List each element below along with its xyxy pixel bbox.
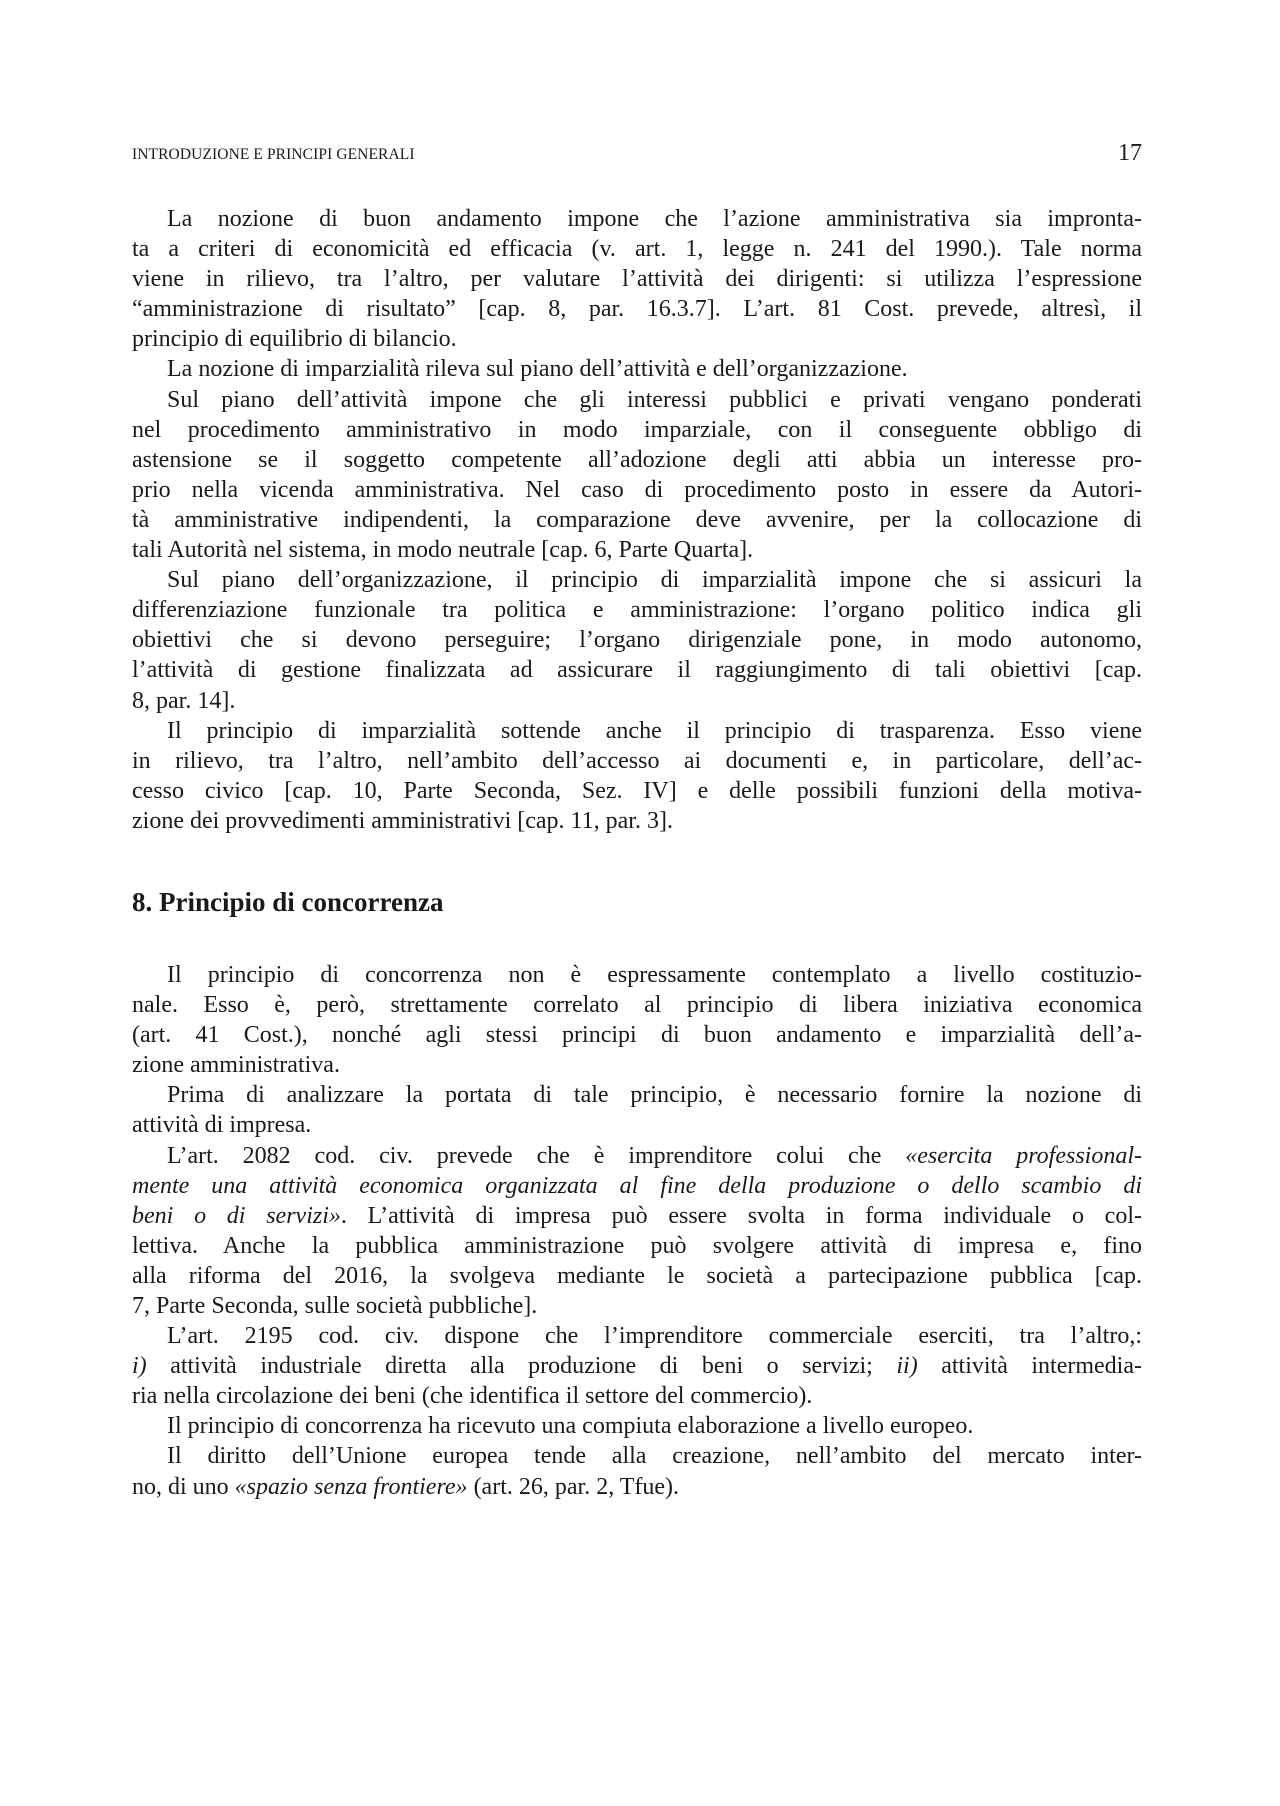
text-line: nale. Esso è, però, strettamente correlato al principio di libera iniziativa economica <box>132 992 1142 1019</box>
text-line: prio nella vicenda amministrativa. Nel caso di procedimento posto in essere da Autori- <box>132 476 1142 503</box>
text-span: attività intermedia- <box>917 1353 1142 1380</box>
list-marker: ii) <box>896 1353 918 1380</box>
text-line: astensione se il soggetto competente all’adozione degli atti abbia un interesse pro- <box>132 446 1142 473</box>
text-line <box>132 1141 1142 1171</box>
text-line: La nozione di buon andamento impone che l’azione amministrativa sia impronta- <box>167 206 1142 232</box>
text-line: lettiva. Anche la pubblica amministrazione può svolgere attività di impresa e, fino <box>132 1232 1142 1259</box>
text-span: . L’attività di impresa può essere svolta in forma individuale o col- <box>340 1202 1142 1229</box>
text-line: Sul piano dell’attività impone che gli interessi pubblici e privati vengano ponderati <box>167 386 1142 413</box>
text-line: tali Autorità nel sistema, in modo neutrale [cap. 6, Parte Quarta]. <box>132 537 754 564</box>
text-line: Sul piano dell’organizzazione, il principio di imparzialità impone che si assicuri la <box>167 567 1142 594</box>
quote-italic: beni o di servizi» <box>132 1202 341 1229</box>
text-line: in rilievo, tra l’altro, nell’ambito dell’accesso ai documenti e, in particolare, dell’ac- <box>132 747 1142 774</box>
text-line: nel procedimento amministrativo in modo imparziale, con il conseguente obbligo di <box>132 416 1142 443</box>
paragraph <box>132 716 1142 836</box>
page-body <box>132 204 1142 1502</box>
text-line: attività di impresa. <box>132 1112 312 1139</box>
text-line: cesso civico [cap. 10, Parte Seconda, Sez. IV] e delle possibili funzioni della motiva- <box>132 777 1142 804</box>
text-span: L’art. 2082 cod. civ. prevede che è imprenditore colui che <box>167 1142 906 1169</box>
text-line: Il diritto dell’Unione europea tende alla creazione, nell’ambito del mercato inter- <box>167 1443 1142 1470</box>
section-7-continuation <box>132 204 1142 836</box>
text-line: “amministrazione di risultato” [cap. 8, par. 16.3.7]. L’art. 81 Cost. prevede, altresì, il <box>132 296 1142 323</box>
text-line: zione dei provvedimenti amministrativi [cap. 11, par. 3]. <box>132 807 673 834</box>
text-line: tà amministrative indipendenti, la comparazione deve avvenire, per la collocazione di <box>132 506 1142 533</box>
paragraph <box>132 1441 1142 1501</box>
text-span: no, di uno <box>132 1473 235 1500</box>
text-line: Prima di analizzare la portata di tale principio, è necessario fornire la nozione di <box>167 1082 1142 1109</box>
paragraph <box>132 1411 1142 1441</box>
text-line: L’art. 2195 cod. civ. dispone che l’imprenditore commerciale eserciti, tra l’altro,: <box>167 1323 1142 1350</box>
paragraph <box>132 354 1142 384</box>
paragraph <box>132 565 1142 715</box>
running-title: INTRODUZIONE E PRINCIPI GENERALI <box>132 146 415 163</box>
paragraph <box>132 1141 1142 1322</box>
text-line: 7, Parte Seconda, sulle società pubbliche]. <box>132 1293 538 1319</box>
text-line: differenziazione funzionale tra politica e amministrazione: l’organo politico indica gli <box>132 597 1142 624</box>
text-line <box>132 1171 1142 1201</box>
text-line <box>132 1472 1142 1502</box>
text-line: (art. 41 Cost.), nonché agli stessi principi di buon andamento e imparzialità dell’a- <box>132 1022 1142 1049</box>
paragraph <box>132 385 1142 566</box>
text-line: zione amministrativa. <box>132 1052 340 1079</box>
text-span: attività industriale diretta alla produzione di beni o servizi; <box>146 1353 897 1380</box>
paragraph <box>132 204 1142 354</box>
quote-italic: «spazio senza frontiere» <box>234 1473 468 1500</box>
page-number: 17 <box>1118 140 1142 166</box>
text-line: Il principio di concorrenza ha ricevuto una compiuta elaborazione a livello europeo. <box>167 1413 974 1440</box>
paragraph <box>132 1321 1142 1411</box>
text-line: ta a criteri di economicità ed efficacia (v. art. 1, legge n. 241 del 1990.). Tale norma <box>132 236 1142 263</box>
running-head <box>132 140 1142 170</box>
text-line: Il principio di imparzialità sottende anche il principio di trasparenza. Esso viene <box>167 717 1142 744</box>
text-line: viene in rilievo, tra l’altro, per valutare l’attività dei dirigenti: si utilizza l’espressione <box>132 266 1142 293</box>
text-line: principio di equilibrio di bilancio. <box>132 326 457 353</box>
section-heading: 8. Principio di concorrenza <box>132 886 444 917</box>
text-line: Il principio di concorrenza non è espressamente contemplato a livello costituzio- <box>167 961 1142 988</box>
text-line <box>132 1201 1142 1231</box>
quote-italic: mente una attività economica organizzata al fine della produzione o dello scambio di <box>132 1172 1142 1199</box>
text-line: La nozione di imparzialità rileva sul piano dell’attività e dell’organizzazione. <box>167 356 908 383</box>
quote-italic: «esercita professional- <box>905 1142 1142 1169</box>
list-marker: i) <box>132 1353 147 1380</box>
text-line: 8, par. 14]. <box>132 687 236 714</box>
text-line <box>132 1351 1142 1381</box>
text-line: ria nella circolazione dei beni (che identifica il settore del commercio). <box>132 1383 813 1410</box>
text-line: l’attività di gestione finalizzata ad assicurare il raggiungimento di tali obiettivi [cap. <box>132 657 1142 684</box>
paragraph <box>132 960 1142 1080</box>
paragraph <box>132 1080 1142 1140</box>
text-line: obiettivi che si devono perseguire; l’organo dirigenziale pone, in modo autonomo, <box>132 627 1142 654</box>
text-span: (art. 26, par. 2, Tfue). <box>467 1473 680 1500</box>
section-8 <box>132 884 1142 1502</box>
text-line: alla riforma del 2016, la svolgeva mediante le società a partecipazione pubblica [cap. <box>132 1262 1142 1289</box>
